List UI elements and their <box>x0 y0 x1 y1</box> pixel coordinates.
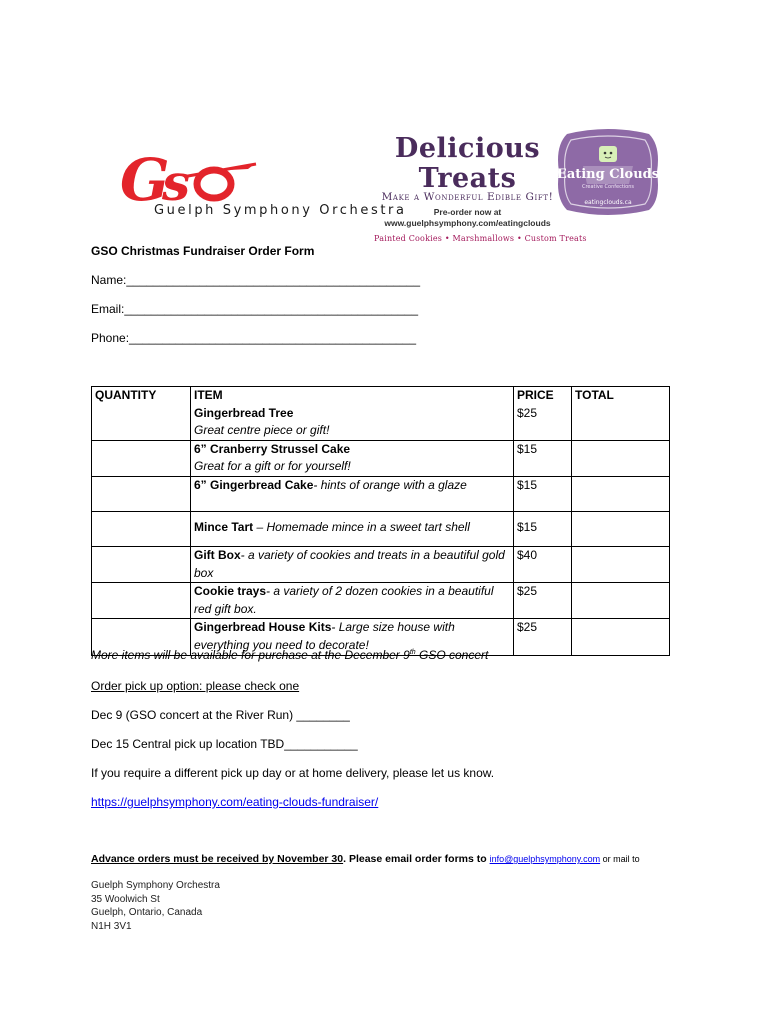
item-desc: - Large size house with everything you need to decorate! <box>194 620 455 652</box>
table-row <box>92 546 670 582</box>
price-cell: $25 <box>514 583 572 619</box>
total-cell[interactable] <box>572 476 670 511</box>
total-cell[interactable] <box>572 511 670 546</box>
gso-logo <box>118 150 407 228</box>
eating-clouds-logo <box>553 126 663 218</box>
advance-deadline: Advance orders must be received by November 30 <box>91 853 344 865</box>
header-quantity: QUANTITY <box>92 387 191 441</box>
item-desc: Great for a gift or for yourself! <box>194 459 351 474</box>
email-link[interactable]: info@guelphsymphony.com <box>489 854 601 864</box>
quantity-cell[interactable] <box>92 476 191 511</box>
quantity-cell[interactable] <box>92 583 191 619</box>
address-line-1: Guelph Symphony Orchestra <box>91 880 220 891</box>
badge-subtitle: Creative Confections <box>581 184 635 190</box>
table-row <box>92 476 670 511</box>
item-name: 6” Gingerbread Cake <box>194 477 314 492</box>
item-cell <box>191 476 514 511</box>
item-cell <box>191 583 514 619</box>
treats-title: Delicious Treats <box>394 133 541 194</box>
badge-url: eatingclouds.ca <box>584 199 632 206</box>
header-price: PRICE <box>514 387 572 405</box>
order-table <box>91 386 670 656</box>
badge-title: Eating Clouds <box>556 167 660 182</box>
address-line-3: Guelph, Ontario, Canada <box>91 907 203 918</box>
item-cell <box>191 511 514 546</box>
svg-text:G: G <box>120 150 166 212</box>
price-cell: $25 <box>514 405 572 441</box>
pickup-option-dec15[interactable]: Dec 15 Central pick up location TBD___________ <box>91 737 358 751</box>
pickup-option-dec9[interactable]: Dec 9 (GSO concert at the River Run) ________ <box>91 708 350 722</box>
mailing-address <box>91 879 220 933</box>
table-header-row <box>92 387 670 405</box>
more-items-sup: th <box>409 649 416 656</box>
table-row <box>92 440 670 476</box>
name-field[interactable]: Name:____________________________________________ <box>91 273 420 287</box>
phone-field[interactable]: Phone:___________________________________________ <box>91 331 417 345</box>
quantity-cell[interactable] <box>92 511 191 546</box>
table-row <box>92 511 670 546</box>
total-cell[interactable] <box>572 583 670 619</box>
item-cell <box>191 440 514 476</box>
item-desc: - a variety of 2 dozen cookies in a beautiful red gift box. <box>194 584 494 616</box>
delicious-treats-ad <box>374 128 587 243</box>
more-items-post: GSO concert <box>415 648 489 662</box>
preorder-line-2: www.guelphsymphony.com/eatingclouds <box>384 218 551 228</box>
item-name: Gift Box <box>194 547 241 562</box>
table-row <box>92 583 670 619</box>
quantity-cell[interactable] <box>92 546 191 582</box>
item-name: Mince Tart <box>194 519 254 534</box>
item-name: Gingerbread Tree <box>194 405 294 420</box>
price-cell: $15 <box>514 511 572 546</box>
item-name: Gingerbread House Kits <box>194 620 332 635</box>
preorder-line-1: Pre-order now at <box>433 207 502 217</box>
price-cell: $25 <box>514 619 572 655</box>
address-line-2: 35 Woolwich St <box>91 893 160 905</box>
fundraiser-link[interactable]: https://guelphsymphony.com/eating-clouds-fundraiser/ <box>91 795 379 809</box>
advance-instructions: . Please email order forms to <box>343 853 490 865</box>
advance-orders-note <box>91 853 640 865</box>
item-cell <box>191 546 514 582</box>
more-items-pre: More items will be available for purchase at the December 9 <box>91 648 410 662</box>
item-desc: - a variety of cookies and treats in a beautiful gold box <box>194 547 505 580</box>
total-cell[interactable] <box>572 440 670 476</box>
more-items-note <box>91 648 488 662</box>
treats-products: Painted Cookies • Marshmallows • Custom Treats <box>374 234 587 243</box>
price-cell: $15 <box>514 476 572 511</box>
treats-tagline: Make a Wonderful Edible Gift! <box>381 191 554 203</box>
price-cell: $40 <box>514 546 572 582</box>
item-desc: Great centre piece or gift! <box>194 423 330 438</box>
mail-to-text: or mail to <box>600 854 640 864</box>
pickup-heading: Order pick up option: please check one <box>91 679 300 693</box>
gso-name: Guelph Symphony Orchestra <box>154 203 407 218</box>
quantity-cell[interactable] <box>92 440 191 476</box>
header-item: ITEM <box>191 387 514 405</box>
item-desc: - hints of orange with a glaze <box>313 477 467 492</box>
eating-clouds-badge <box>553 126 663 218</box>
item-cell <box>191 405 514 441</box>
header-total: TOTAL <box>572 387 670 441</box>
form-title: GSO Christmas Fundraiser Order Form <box>91 244 315 258</box>
delivery-note: If you require a different pick up day or at home delivery, please let us know. <box>91 766 495 780</box>
svg-text:s: s <box>162 153 188 212</box>
address-line-4: N1H 3V1 <box>91 920 132 932</box>
item-name: 6” Cranberry Strussel Cake <box>194 441 351 456</box>
item-name: Cookie trays <box>194 584 267 599</box>
item-desc: – Homemade mince in a sweet tart shell <box>253 519 470 534</box>
total-cell[interactable] <box>572 546 670 582</box>
price-cell: $15 <box>514 440 572 476</box>
email-field[interactable]: Email:____________________________________________ <box>91 302 418 316</box>
total-cell[interactable] <box>572 619 670 655</box>
